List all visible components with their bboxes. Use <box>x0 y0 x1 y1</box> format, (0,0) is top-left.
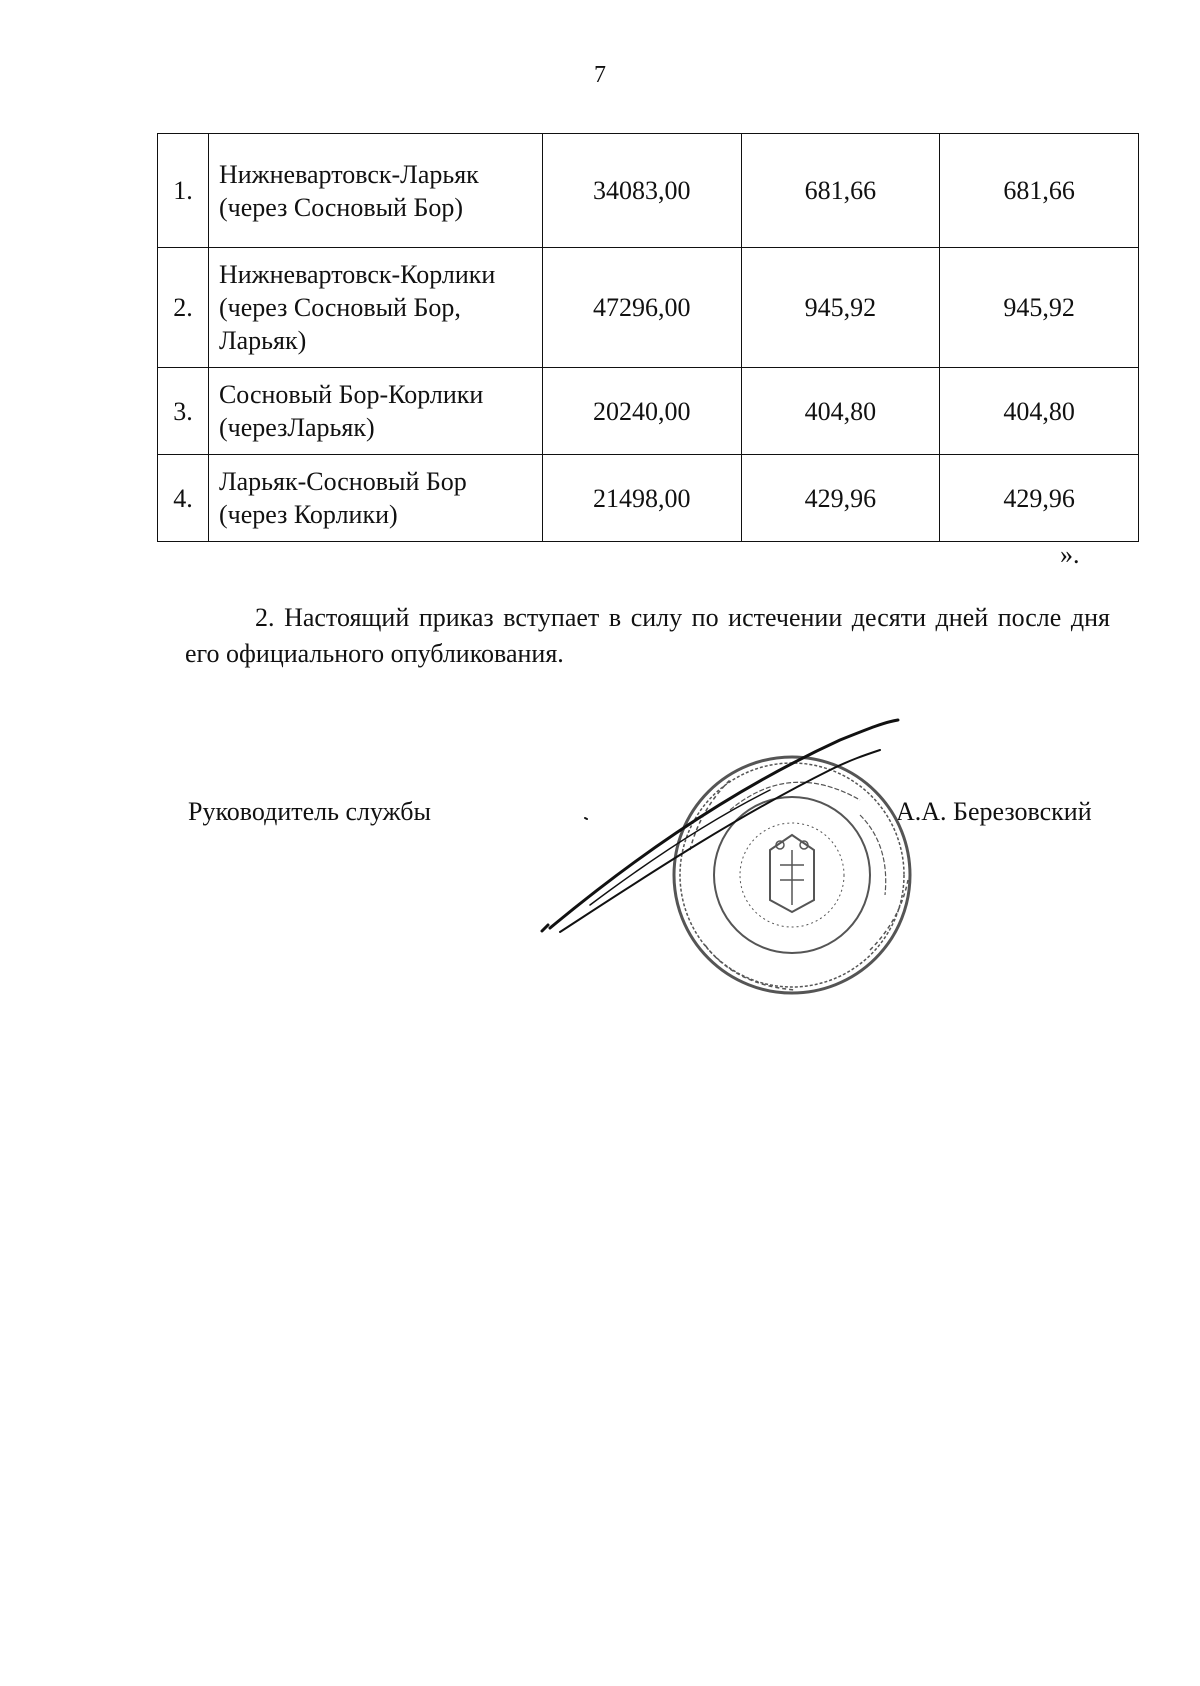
row-number: 4. <box>158 455 209 542</box>
closing-quote: ». <box>1060 540 1080 569</box>
table-row <box>158 368 1139 455</box>
route-name: Сосновый Бор-Корлики (черезЛарьяк) <box>208 368 542 455</box>
tariff-value: 681,66 <box>741 134 940 248</box>
official-seal <box>674 757 910 993</box>
table-row <box>158 248 1139 368</box>
signer-title: Руководитель службы <box>188 797 431 826</box>
order-paragraph: 2. Настоящий приказ вступает в силу по истечении десяти дней после дня его официального опубликования. <box>185 603 1110 668</box>
route-name: Нижневартовск-Ларьяк (через Сосновый Бор) <box>208 134 542 248</box>
tariff-table <box>157 133 1139 542</box>
table-row <box>158 134 1139 248</box>
row-number: 3. <box>158 368 209 455</box>
signer-name: А.А. Березовский <box>896 797 1092 826</box>
tariff-value: 34083,00 <box>542 134 741 248</box>
tariff-value: 20240,00 <box>542 368 741 455</box>
tariff-value: 945,92 <box>940 248 1139 368</box>
tariff-value: 21498,00 <box>542 455 741 542</box>
route-name: Нижневартовск-Корлики (через Сосновый Бор, Ларьяк) <box>208 248 542 368</box>
tariff-value: 404,80 <box>741 368 940 455</box>
tariff-value: 429,96 <box>741 455 940 542</box>
row-number: 2. <box>158 248 209 368</box>
row-number: 1. <box>158 134 209 248</box>
handwritten-signature <box>542 720 898 932</box>
table-row <box>158 455 1139 542</box>
tariff-value: 47296,00 <box>542 248 741 368</box>
tariff-value: 681,66 <box>940 134 1139 248</box>
page-number: 7 <box>594 62 606 88</box>
tariff-value: 404,80 <box>940 368 1139 455</box>
tariff-value: 429,96 <box>940 455 1139 542</box>
stamp-and-signature <box>530 700 950 1030</box>
route-name: Ларьяк-Сосновый Бор (через Корлики) <box>208 455 542 542</box>
tariff-value: 945,92 <box>741 248 940 368</box>
